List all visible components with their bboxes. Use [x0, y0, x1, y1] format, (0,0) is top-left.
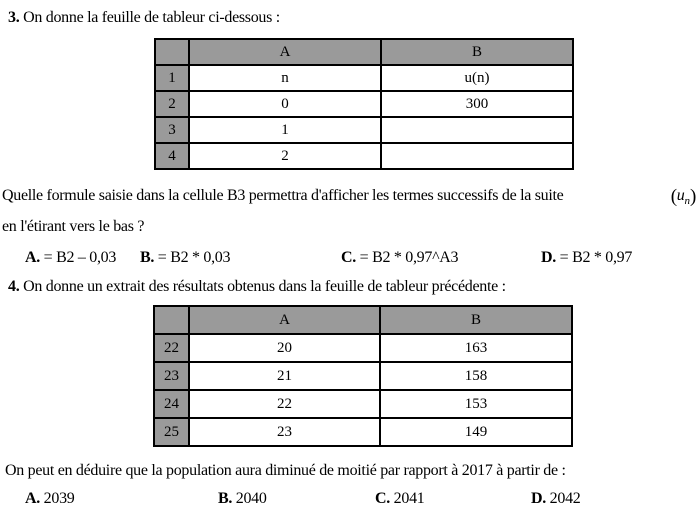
cell-b2: 300 — [381, 91, 573, 117]
question-3-number: 3. — [8, 9, 20, 26]
option-b: B. 2040 — [218, 490, 267, 507]
table-row — [154, 334, 572, 362]
question-3-text: Quelle formule saisie dans la cellule B3 permettra d'afficher les termes successifs de la suite — [2, 187, 564, 204]
question-4-number: 4. — [8, 278, 20, 295]
row-number-cell: 25 — [154, 418, 189, 446]
question-3-intro: On donne la feuille de tableur ci-dessous : — [23, 9, 280, 26]
corner-cell — [155, 39, 189, 65]
question-3-text-line1 — [2, 185, 696, 207]
option-d: D. 2042 — [531, 490, 581, 507]
table-row — [154, 390, 572, 418]
corner-cell — [154, 306, 189, 334]
column-header-a: A — [189, 306, 380, 334]
question-4-header — [8, 277, 699, 297]
option-d: D. = B2 * 0,97 — [541, 249, 633, 266]
cell-a24: 22 — [189, 390, 380, 418]
cell-a25: 23 — [189, 418, 380, 446]
suite-math-notation: $(u_n)$ — [670, 186, 696, 208]
question-3-header — [8, 8, 699, 28]
cell-b1: u(n) — [381, 65, 573, 91]
table-row — [154, 362, 572, 390]
cell-a2: 0 — [189, 91, 381, 117]
question-3-options — [0, 248, 699, 268]
cell-b25: 149 — [380, 418, 572, 446]
spreadsheet-table-1 — [154, 38, 574, 170]
question-4-conclusion-text: On peut en déduire que la population aura diminué de moitié par rapport à 2017 à partir de : — [5, 462, 566, 479]
column-header-b: B — [380, 306, 572, 334]
row-number-cell: 2 — [155, 91, 189, 117]
cell-b22: 163 — [380, 334, 572, 362]
table-row — [155, 117, 573, 143]
cell-b4 — [381, 143, 573, 169]
spreadsheet-table-2 — [153, 305, 573, 447]
cell-a4: 2 — [189, 143, 381, 169]
table-header-row — [154, 306, 572, 334]
row-number-cell: 4 — [155, 143, 189, 169]
question-3-text-line2: en l'étirant vers le bas ? — [2, 218, 145, 235]
row-number-cell: 22 — [154, 334, 189, 362]
row-number-cell: 1 — [155, 65, 189, 91]
column-header-b: B — [381, 39, 573, 65]
column-header-a: A — [189, 39, 381, 65]
row-number-cell: 3 — [155, 117, 189, 143]
cell-b23: 158 — [380, 362, 572, 390]
option-b: B. = B2 * 0,03 — [140, 249, 231, 266]
table-row — [155, 143, 573, 169]
table-header-row — [155, 39, 573, 65]
cell-a3: 1 — [189, 117, 381, 143]
cell-a23: 21 — [189, 362, 380, 390]
table-row — [155, 91, 573, 117]
question-4-options — [0, 489, 699, 509]
option-c: C. 2041 — [375, 490, 425, 507]
row-number-cell: 23 — [154, 362, 189, 390]
option-c: C. = B2 * 0,97^A3 — [341, 249, 459, 266]
question-4-intro: On donne un extrait des résultats obtenus dans la feuille de tableur précédente : — [23, 278, 506, 295]
table-row — [155, 65, 573, 91]
row-number-cell: 24 — [154, 390, 189, 418]
cell-a1: n — [189, 65, 381, 91]
table-row — [154, 418, 572, 446]
cell-b24: 153 — [380, 390, 572, 418]
cell-b3 — [381, 117, 573, 143]
option-a: A. 2039 — [25, 490, 75, 507]
cell-a22: 20 — [189, 334, 380, 362]
option-a: A. = B2 – 0,03 — [25, 249, 117, 266]
